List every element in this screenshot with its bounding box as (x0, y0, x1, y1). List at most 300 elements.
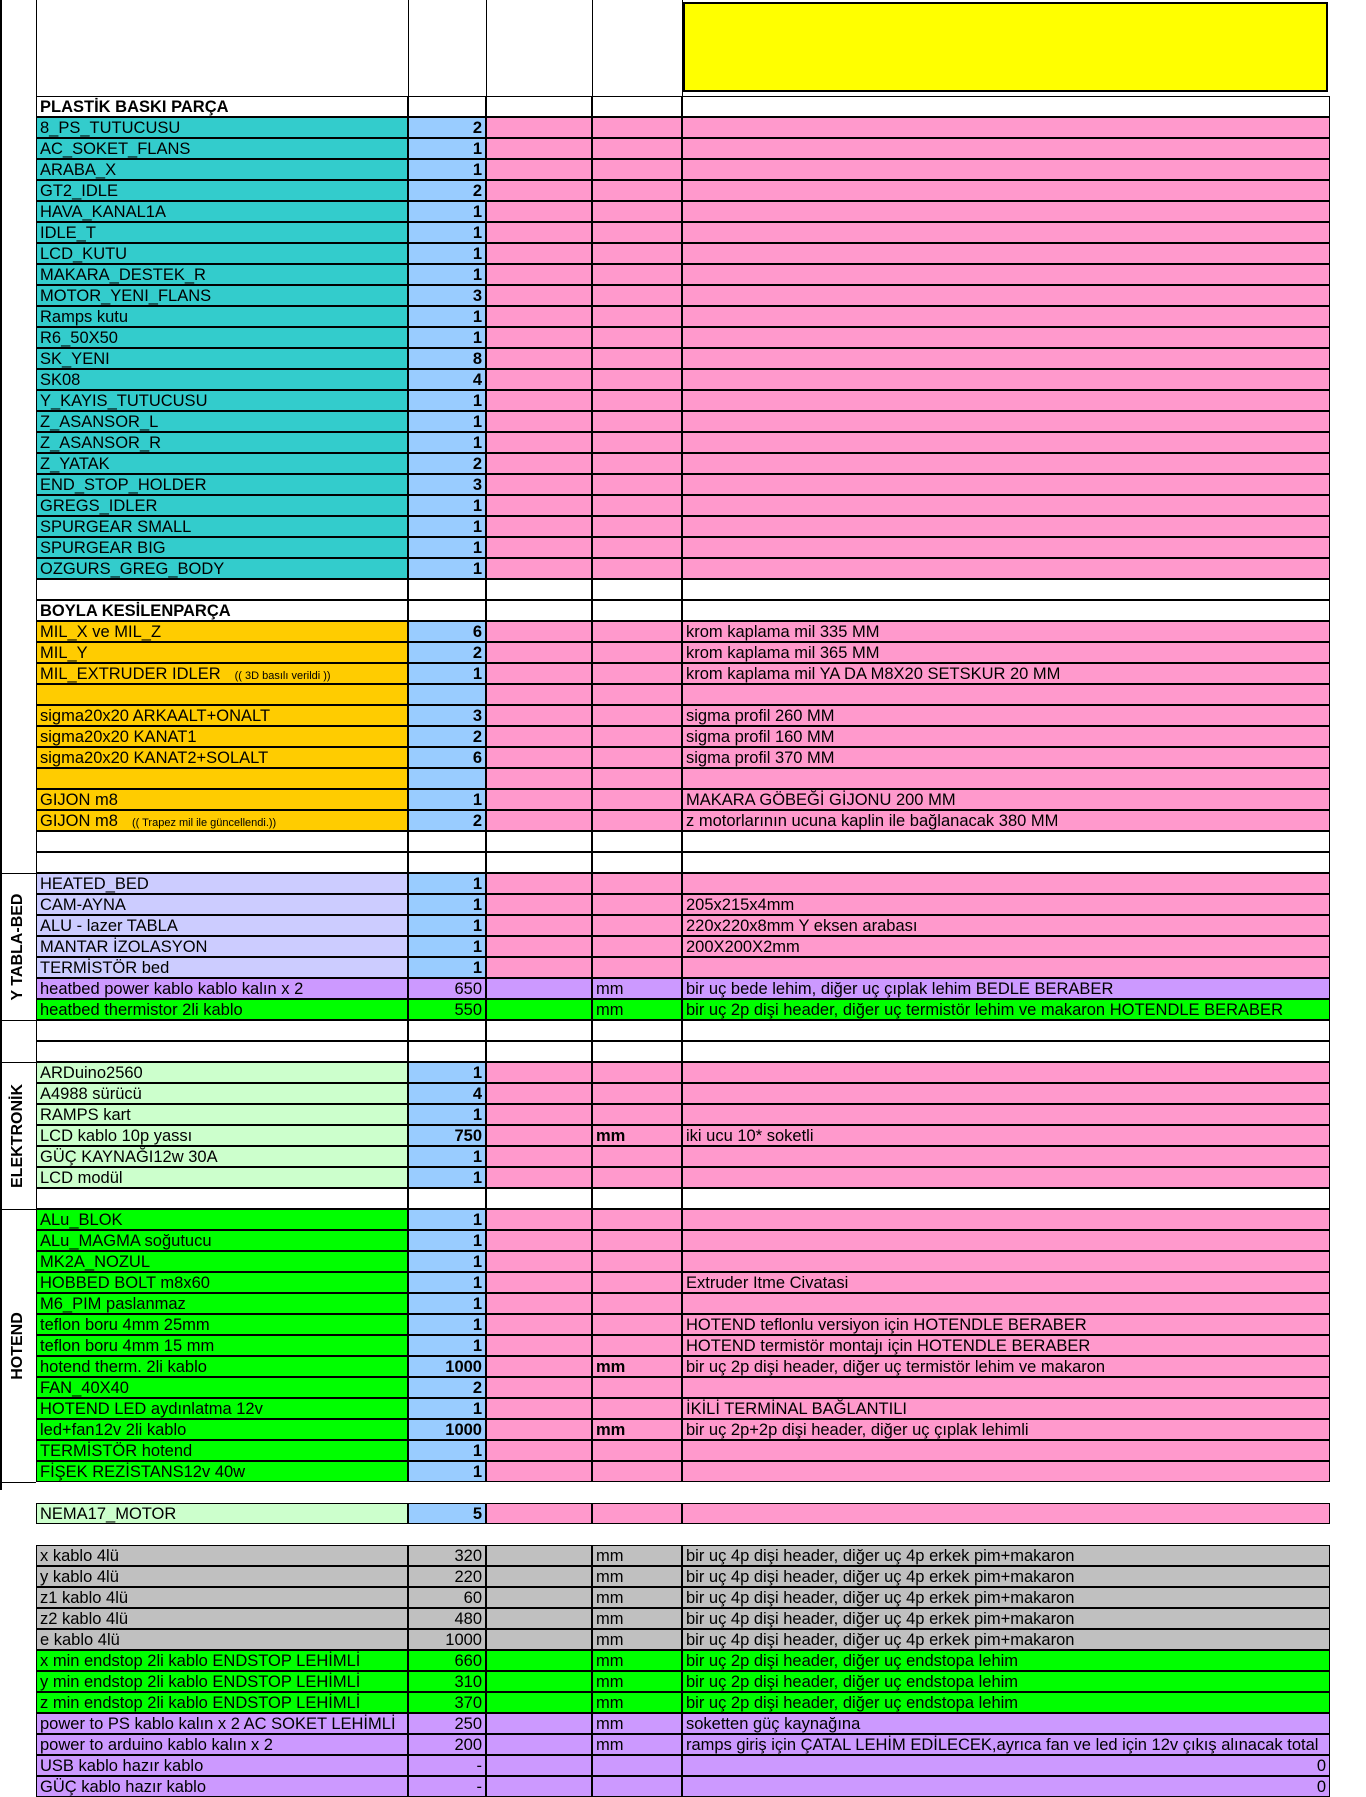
qty-cell[interactable] (408, 96, 486, 117)
item-quantity[interactable]: 1 (408, 789, 486, 810)
item-quantity[interactable]: 650 (408, 978, 486, 999)
qty-cell[interactable] (408, 1188, 486, 1209)
item-unit[interactable]: mm (592, 1587, 682, 1608)
item-note[interactable] (682, 390, 1330, 411)
item-unit[interactable] (592, 516, 682, 537)
item-unit[interactable]: mm (592, 1734, 682, 1755)
item-quantity[interactable]: 1 (408, 1293, 486, 1314)
item-unit[interactable] (592, 1293, 682, 1314)
item-quantity[interactable]: 1 (408, 1104, 486, 1125)
item-unit[interactable]: mm (592, 1671, 682, 1692)
empty-cell[interactable] (486, 1104, 592, 1125)
item-quantity[interactable]: 1 (408, 516, 486, 537)
empty-cell[interactable] (486, 1755, 592, 1776)
empty-cell[interactable] (486, 705, 592, 726)
item-note[interactable] (682, 117, 1330, 138)
item-quantity[interactable]: 1 (408, 1146, 486, 1167)
item-note[interactable]: MAKARA GÖBEĞİ GİJONU 200 MM (682, 789, 1330, 810)
unit-cell[interactable] (592, 1041, 682, 1062)
item-quantity[interactable]: 1 (408, 1167, 486, 1188)
empty-cell[interactable] (486, 621, 592, 642)
item-note[interactable]: ramps giriş için ÇATAL LEHİM EDİLECEK,ayrıca fan ve led için 12v çıkış alınacak total (682, 1734, 1330, 1755)
item-quantity[interactable]: - (408, 1755, 486, 1776)
item-quantity[interactable]: 750 (408, 1125, 486, 1146)
item-quantity[interactable]: 1 (408, 222, 486, 243)
item-note[interactable] (682, 1230, 1330, 1251)
item-quantity[interactable]: 200 (408, 1734, 486, 1755)
item-quantity[interactable]: 2 (408, 642, 486, 663)
empty-cell[interactable] (486, 201, 592, 222)
item-name[interactable] (36, 285, 408, 306)
item-note[interactable] (682, 1461, 1330, 1482)
name-cell[interactable] (36, 1041, 408, 1062)
item-quantity[interactable]: 1 (408, 1230, 486, 1251)
item-note[interactable] (682, 222, 1330, 243)
item-unit[interactable] (592, 1230, 682, 1251)
item-note[interactable]: sigma profil 370 MM (682, 747, 1330, 768)
item-note[interactable] (682, 369, 1330, 390)
item-quantity[interactable]: 1 (408, 873, 486, 894)
empty-cell[interactable] (486, 1608, 592, 1629)
item-quantity[interactable]: 1 (408, 1209, 486, 1230)
item-note[interactable] (682, 516, 1330, 537)
item-unit[interactable] (592, 327, 682, 348)
item-unit[interactable] (592, 1167, 682, 1188)
item-quantity[interactable]: 1 (408, 243, 486, 264)
item-note[interactable] (682, 768, 1330, 789)
name-cell[interactable] (36, 852, 408, 873)
item-unit[interactable] (592, 1461, 682, 1482)
item-unit[interactable]: mm (592, 1692, 682, 1713)
item-unit[interactable] (592, 1335, 682, 1356)
item-unit[interactable] (592, 243, 682, 264)
item-quantity[interactable]: 2 (408, 180, 486, 201)
item-name[interactable] (36, 1440, 408, 1461)
item-name[interactable] (36, 1356, 408, 1377)
item-note[interactable]: krom kaplama mil 365 MM (682, 642, 1330, 663)
item-name[interactable] (36, 264, 408, 285)
item-quantity[interactable]: 2 (408, 726, 486, 747)
item-quantity[interactable]: 6 (408, 621, 486, 642)
item-name[interactable] (36, 936, 408, 957)
item-unit[interactable] (592, 642, 682, 663)
empty-cell[interactable] (486, 600, 592, 621)
empty-cell[interactable] (486, 1629, 592, 1650)
item-name[interactable] (36, 1251, 408, 1272)
item-unit[interactable] (592, 705, 682, 726)
item-note[interactable]: bir uç 4p dişi header, diğer uç 4p erkek pim+makaron (682, 1545, 1330, 1566)
item-name[interactable] (36, 432, 408, 453)
item-name[interactable] (36, 369, 408, 390)
item-name[interactable] (36, 1083, 408, 1104)
item-name[interactable] (36, 1776, 408, 1797)
item-name[interactable] (36, 348, 408, 369)
item-name[interactable] (36, 789, 408, 810)
item-quantity[interactable]: 1 (408, 915, 486, 936)
item-quantity[interactable]: 1 (408, 1440, 486, 1461)
item-name[interactable] (36, 957, 408, 978)
item-quantity[interactable]: 1000 (408, 1419, 486, 1440)
item-quantity[interactable]: 1 (408, 264, 486, 285)
item-name[interactable] (36, 915, 408, 936)
empty-cell[interactable] (486, 1209, 592, 1230)
empty-cell[interactable] (486, 1440, 592, 1461)
unit-cell[interactable] (592, 1020, 682, 1041)
item-name[interactable] (36, 726, 408, 747)
item-name[interactable] (36, 1398, 408, 1419)
empty-cell[interactable] (486, 537, 592, 558)
item-note[interactable] (682, 453, 1330, 474)
item-quantity[interactable]: 1 (408, 894, 486, 915)
item-unit[interactable] (592, 726, 682, 747)
item-note[interactable]: bir uç 4p dişi header, diğer uç 4p erkek pim+makaron (682, 1566, 1330, 1587)
empty-cell[interactable] (486, 1041, 592, 1062)
empty-cell[interactable] (486, 1167, 592, 1188)
item-quantity[interactable]: 320 (408, 1545, 486, 1566)
item-name[interactable] (36, 1545, 408, 1566)
item-unit[interactable]: mm (592, 1419, 682, 1440)
item-note[interactable]: bir uç 2p+2p dişi header, diğer uç çıplak lehimli (682, 1419, 1330, 1440)
item-name[interactable] (36, 222, 408, 243)
item-unit[interactable] (592, 768, 682, 789)
unit-cell[interactable] (592, 831, 682, 852)
item-quantity[interactable]: 1 (408, 201, 486, 222)
item-quantity[interactable]: 1 (408, 1251, 486, 1272)
empty-cell[interactable] (486, 411, 592, 432)
empty-cell[interactable] (486, 579, 592, 600)
item-unit[interactable] (592, 369, 682, 390)
item-note[interactable]: bir uç 4p dişi header, diğer uç 4p erkek pim+makaron (682, 1629, 1330, 1650)
empty-cell[interactable] (486, 1083, 592, 1104)
item-name[interactable] (36, 1755, 408, 1776)
item-unit[interactable] (592, 1755, 682, 1776)
empty-cell[interactable] (486, 852, 592, 873)
item-unit[interactable]: mm (592, 1356, 682, 1377)
item-note[interactable] (682, 474, 1330, 495)
item-unit[interactable] (592, 117, 682, 138)
item-note[interactable]: sigma profil 160 MM (682, 726, 1330, 747)
item-unit[interactable] (592, 1104, 682, 1125)
item-name[interactable] (36, 1671, 408, 1692)
item-note[interactable] (682, 1083, 1330, 1104)
item-name[interactable] (36, 201, 408, 222)
item-quantity[interactable]: 370 (408, 1692, 486, 1713)
item-note[interactable]: krom kaplama mil YA DA M8X20 SETSKUR 20 MM (682, 663, 1330, 684)
item-unit[interactable] (592, 453, 682, 474)
item-note[interactable]: HOTEND teflonlu versiyon için HOTENDLE BERABER (682, 1314, 1330, 1335)
item-quantity[interactable]: 1 (408, 495, 486, 516)
empty-cell[interactable] (486, 957, 592, 978)
empty-cell[interactable] (486, 1377, 592, 1398)
empty-cell[interactable] (486, 831, 592, 852)
empty-cell[interactable] (486, 1230, 592, 1251)
note-cell[interactable] (682, 96, 1330, 117)
item-quantity[interactable]: 1 (408, 327, 486, 348)
note-cell[interactable] (682, 852, 1330, 873)
item-note[interactable] (682, 285, 1330, 306)
item-name[interactable] (36, 1503, 408, 1524)
item-name[interactable] (36, 159, 408, 180)
item-unit[interactable] (592, 810, 682, 831)
item-name[interactable] (36, 558, 408, 579)
empty-cell[interactable] (486, 327, 592, 348)
item-unit[interactable]: mm (592, 1566, 682, 1587)
item-unit[interactable] (592, 1272, 682, 1293)
item-name[interactable] (36, 180, 408, 201)
item-name[interactable] (36, 495, 408, 516)
item-quantity[interactable]: 1 (408, 1335, 486, 1356)
item-name[interactable] (36, 747, 408, 768)
empty-cell[interactable] (486, 369, 592, 390)
empty-cell[interactable] (486, 159, 592, 180)
item-note[interactable]: bir uç 2p dişi header, diğer uç endstopa lehim (682, 1650, 1330, 1671)
item-unit[interactable] (592, 411, 682, 432)
item-quantity[interactable]: 1 (408, 390, 486, 411)
item-unit[interactable] (592, 1083, 682, 1104)
item-unit[interactable]: mm (592, 1545, 682, 1566)
item-unit[interactable] (592, 474, 682, 495)
item-unit[interactable] (592, 957, 682, 978)
qty-cell[interactable] (408, 1041, 486, 1062)
item-note[interactable]: bir uç 2p dişi header, diğer uç termistör lehim ve makaron HOTENDLE BERABER (682, 999, 1330, 1020)
item-quantity[interactable]: 550 (408, 999, 486, 1020)
empty-cell[interactable] (486, 978, 592, 999)
item-note[interactable]: bir uç 4p dişi header, diğer uç 4p erkek pim+makaron (682, 1608, 1330, 1629)
note-cell[interactable] (682, 1041, 1330, 1062)
item-unit[interactable] (592, 621, 682, 642)
item-note[interactable]: İKİLİ TERMİNAL BAĞLANTILI (682, 1398, 1330, 1419)
item-name[interactable] (36, 1608, 408, 1629)
item-unit[interactable] (592, 1776, 682, 1797)
item-name[interactable] (36, 999, 408, 1020)
empty-cell[interactable] (486, 1461, 592, 1482)
item-unit[interactable] (592, 915, 682, 936)
empty-cell[interactable] (486, 1314, 592, 1335)
item-quantity[interactable]: 3 (408, 705, 486, 726)
item-note[interactable] (682, 264, 1330, 285)
empty-cell[interactable] (486, 873, 592, 894)
item-note[interactable] (682, 537, 1330, 558)
item-unit[interactable] (592, 1062, 682, 1083)
item-name[interactable] (36, 621, 408, 642)
item-name[interactable] (36, 474, 408, 495)
item-quantity[interactable]: 1 (408, 138, 486, 159)
item-quantity[interactable]: 1 (408, 432, 486, 453)
item-note[interactable]: bir uç 2p dişi header, diğer uç endstopa lehim (682, 1692, 1330, 1713)
item-note[interactable] (682, 684, 1330, 705)
item-note[interactable] (682, 1209, 1330, 1230)
item-quantity[interactable]: 310 (408, 1671, 486, 1692)
empty-cell[interactable] (486, 1020, 592, 1041)
unit-cell[interactable] (592, 852, 682, 873)
item-unit[interactable] (592, 558, 682, 579)
empty-cell[interactable] (486, 1398, 592, 1419)
empty-cell[interactable] (486, 1335, 592, 1356)
empty-cell[interactable] (486, 474, 592, 495)
empty-cell[interactable] (486, 663, 592, 684)
item-name[interactable] (36, 1314, 408, 1335)
item-name[interactable] (36, 894, 408, 915)
item-note[interactable]: soketten güç kaynağına (682, 1713, 1330, 1734)
item-unit[interactable]: mm (592, 978, 682, 999)
empty-cell[interactable] (486, 1146, 592, 1167)
item-name[interactable] (36, 663, 408, 684)
item-note[interactable] (682, 495, 1330, 516)
name-cell[interactable] (36, 831, 408, 852)
empty-cell[interactable] (486, 264, 592, 285)
item-name[interactable] (36, 1650, 408, 1671)
item-note[interactable] (682, 201, 1330, 222)
item-name[interactable] (36, 1230, 408, 1251)
item-note[interactable] (682, 348, 1330, 369)
item-note[interactable] (682, 1776, 1330, 1797)
item-name[interactable] (36, 642, 408, 663)
item-unit[interactable]: mm (592, 1608, 682, 1629)
empty-cell[interactable] (486, 306, 592, 327)
item-note[interactable]: bir uç bede lehim, diğer uç çıplak lehim BEDLE BERABER (682, 978, 1330, 999)
item-name[interactable] (36, 1629, 408, 1650)
item-unit[interactable] (592, 390, 682, 411)
item-quantity[interactable]: 3 (408, 474, 486, 495)
item-quantity[interactable]: 2 (408, 453, 486, 474)
item-quantity[interactable] (408, 768, 486, 789)
empty-cell[interactable] (486, 558, 592, 579)
item-quantity[interactable]: 2 (408, 810, 486, 831)
item-unit[interactable] (592, 936, 682, 957)
note-cell[interactable] (682, 831, 1330, 852)
empty-cell[interactable] (486, 915, 592, 936)
item-quantity[interactable]: 4 (408, 369, 486, 390)
item-quantity[interactable]: 4 (408, 1083, 486, 1104)
empty-cell[interactable] (486, 390, 592, 411)
item-name[interactable] (36, 1104, 408, 1125)
item-note[interactable]: Extruder Itme Civatasi (682, 1272, 1330, 1293)
item-note[interactable] (682, 1146, 1330, 1167)
item-name[interactable] (36, 243, 408, 264)
item-note[interactable] (682, 1440, 1330, 1461)
name-cell[interactable] (36, 1020, 408, 1041)
item-note[interactable] (682, 1062, 1330, 1083)
item-note[interactable]: bir uç 4p dişi header, diğer uç 4p erkek pim+makaron (682, 1587, 1330, 1608)
item-quantity[interactable]: 1 (408, 957, 486, 978)
note-cell[interactable] (682, 1188, 1330, 1209)
item-unit[interactable]: mm (592, 1713, 682, 1734)
item-unit[interactable] (592, 1398, 682, 1419)
item-quantity[interactable]: 250 (408, 1713, 486, 1734)
empty-cell[interactable] (486, 1566, 592, 1587)
item-quantity[interactable]: 2 (408, 117, 486, 138)
empty-cell[interactable] (486, 1188, 592, 1209)
unit-cell[interactable] (592, 579, 682, 600)
item-note[interactable]: bir uç 2p dişi header, diğer uç termistör lehim ve makaron (682, 1356, 1330, 1377)
yellow-highlight-cell[interactable] (683, 2, 1328, 92)
empty-cell[interactable] (486, 348, 592, 369)
item-quantity[interactable]: 1 (408, 1314, 486, 1335)
item-name[interactable] (36, 1146, 408, 1167)
item-note[interactable] (682, 1167, 1330, 1188)
item-quantity[interactable]: 1 (408, 663, 486, 684)
item-unit[interactable] (592, 1251, 682, 1272)
item-quantity[interactable]: 1000 (408, 1356, 486, 1377)
item-name[interactable] (36, 978, 408, 999)
item-note[interactable]: z motorlarının ucuna kaplin ile bağlanacak 380 MM (682, 810, 1330, 831)
item-name[interactable] (36, 537, 408, 558)
empty-cell[interactable] (486, 1356, 592, 1377)
item-unit[interactable] (592, 663, 682, 684)
item-quantity[interactable]: 6 (408, 747, 486, 768)
qty-cell[interactable] (408, 852, 486, 873)
item-note[interactable] (682, 327, 1330, 348)
empty-cell[interactable] (486, 1587, 592, 1608)
item-note[interactable] (682, 432, 1330, 453)
item-unit[interactable] (592, 159, 682, 180)
item-name[interactable] (36, 768, 408, 789)
empty-cell[interactable] (486, 1734, 592, 1755)
item-name[interactable] (36, 1272, 408, 1293)
item-note[interactable] (682, 873, 1330, 894)
empty-cell[interactable] (486, 453, 592, 474)
item-name[interactable] (36, 390, 408, 411)
item-unit[interactable] (592, 1377, 682, 1398)
item-unit[interactable] (592, 894, 682, 915)
item-note[interactable] (682, 180, 1330, 201)
empty-cell[interactable] (486, 1650, 592, 1671)
item-unit[interactable] (592, 138, 682, 159)
item-name[interactable] (36, 1587, 408, 1608)
empty-cell[interactable] (486, 1776, 592, 1797)
item-unit[interactable]: mm (592, 1629, 682, 1650)
item-unit[interactable] (592, 789, 682, 810)
empty-cell[interactable] (486, 96, 592, 117)
item-unit[interactable] (592, 180, 682, 201)
item-name[interactable] (36, 327, 408, 348)
item-quantity[interactable]: 2 (408, 1377, 486, 1398)
item-note[interactable] (682, 1293, 1330, 1314)
empty-cell[interactable] (486, 432, 592, 453)
item-quantity[interactable]: 1 (408, 537, 486, 558)
qty-cell[interactable] (408, 579, 486, 600)
item-unit[interactable] (592, 264, 682, 285)
item-quantity[interactable] (408, 684, 486, 705)
unit-cell[interactable] (592, 96, 682, 117)
empty-cell[interactable] (486, 1671, 592, 1692)
item-quantity[interactable]: 3 (408, 285, 486, 306)
item-unit[interactable] (592, 1503, 682, 1524)
item-unit[interactable] (592, 348, 682, 369)
empty-cell[interactable] (486, 789, 592, 810)
empty-cell[interactable] (486, 1692, 592, 1713)
item-quantity[interactable]: 1 (408, 1398, 486, 1419)
item-name[interactable] (36, 873, 408, 894)
item-note[interactable] (682, 1251, 1330, 1272)
item-quantity[interactable]: 220 (408, 1566, 486, 1587)
item-name[interactable] (36, 1734, 408, 1755)
item-name[interactable] (36, 117, 408, 138)
item-note[interactable] (682, 558, 1330, 579)
qty-cell[interactable] (408, 831, 486, 852)
item-name[interactable] (36, 705, 408, 726)
empty-cell[interactable] (486, 1272, 592, 1293)
item-note[interactable] (682, 1377, 1330, 1398)
item-note[interactable] (682, 1755, 1330, 1776)
item-note[interactable]: bir uç 2p dişi header, diğer uç endstopa lehim (682, 1671, 1330, 1692)
item-note[interactable] (682, 243, 1330, 264)
empty-cell[interactable] (486, 642, 592, 663)
item-quantity[interactable]: 480 (408, 1608, 486, 1629)
empty-cell[interactable] (486, 810, 592, 831)
item-unit[interactable] (592, 1314, 682, 1335)
item-unit[interactable]: mm (592, 999, 682, 1020)
